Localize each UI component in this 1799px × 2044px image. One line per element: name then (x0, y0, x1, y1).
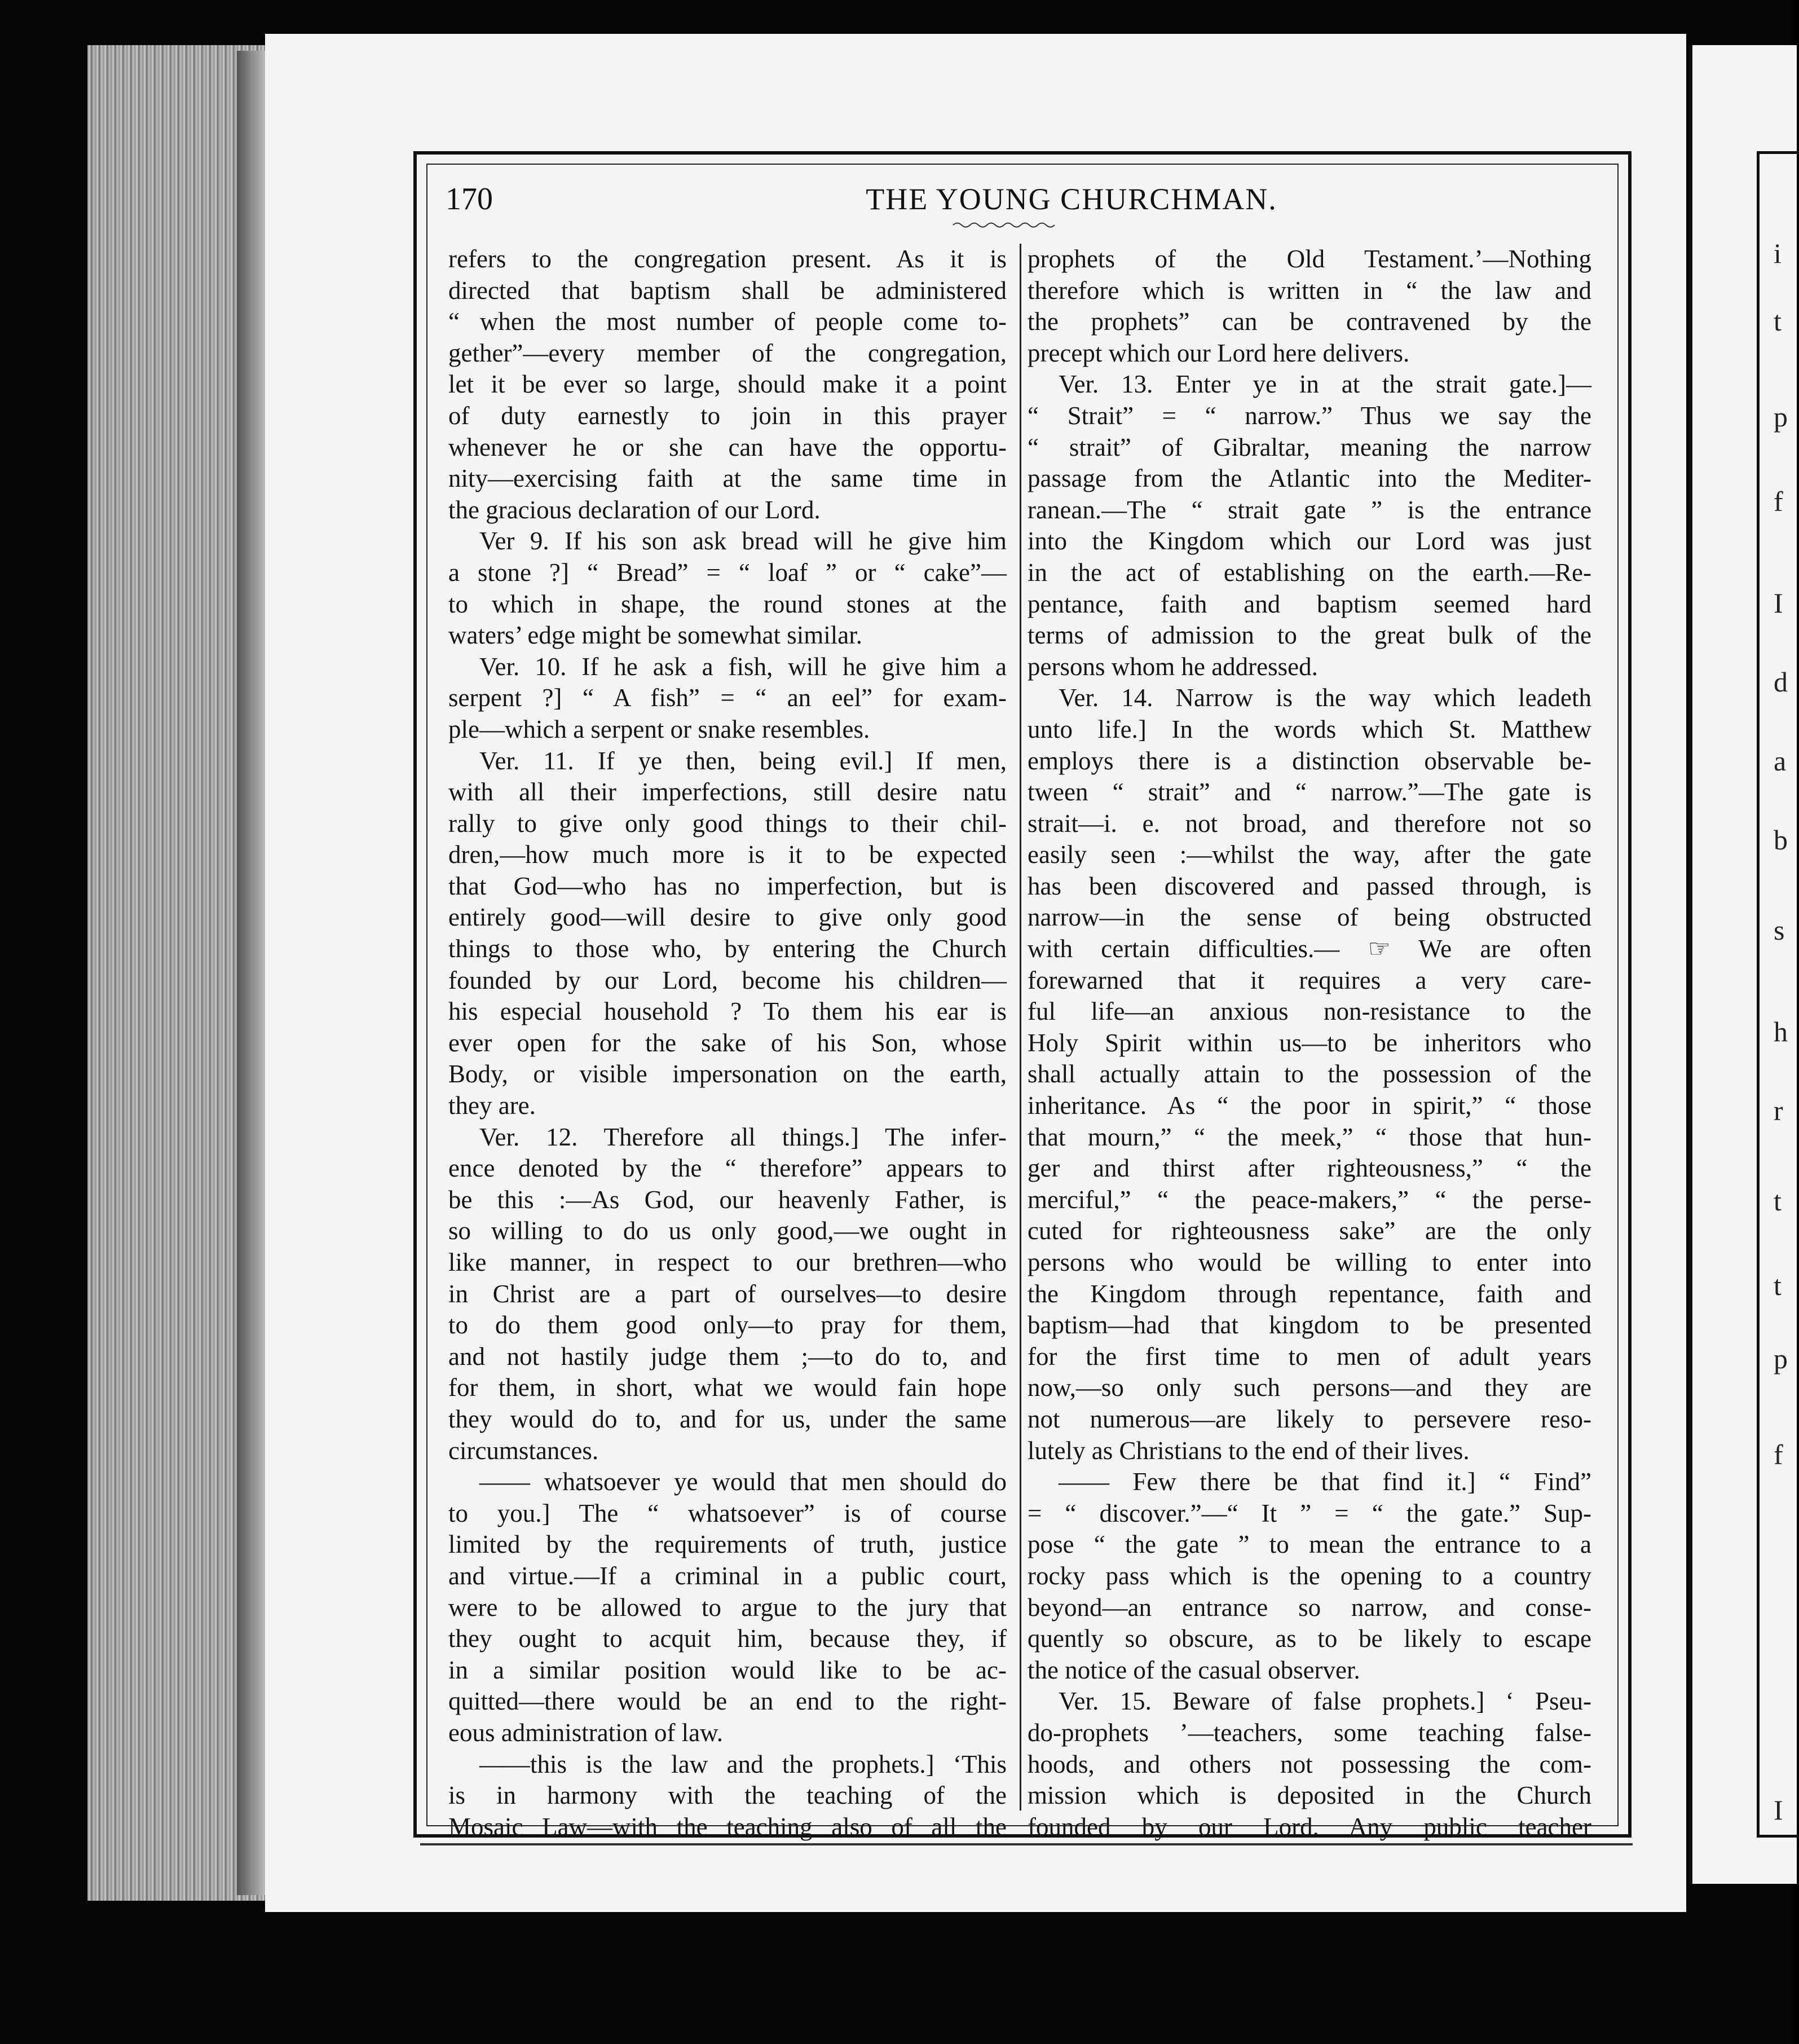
text-line: “ when the most number of people come to- (448, 307, 1007, 336)
text-line: waters’ edge might be somewhat similar. (448, 621, 862, 650)
text-line: rocky pass which is the opening to a country (1028, 1561, 1591, 1590)
text-line: of duty earnestly to join in this prayer (448, 401, 1007, 430)
text-line: beyond—an entrance so narrow, and conse- (1028, 1593, 1591, 1622)
text-line: for them, in short, what we would fain hope (448, 1373, 1007, 1402)
adjacent-page-letter: f (1774, 1439, 1783, 1470)
text-line: Ver. 14. Narrow is the way which leadeth (1059, 684, 1591, 712)
adjacent-page-letter: t (1774, 305, 1782, 337)
text-line: ever open for the sake of his Son, whose (448, 1028, 1007, 1057)
text-line: to you.] The “ whatsoever” is of course (448, 1499, 1007, 1527)
text-line: like manner, in respect to our brethren—who (448, 1248, 1007, 1276)
adjacent-page-letter: a (1774, 745, 1787, 777)
running-title: THE YOUNG CHURCHMAN. (866, 182, 1277, 216)
text-line: easily seen :—whilst the way, after the gate (1028, 840, 1591, 869)
text-line: that mourn,” “ the meek,” “ those that hun- (1028, 1122, 1591, 1151)
text-line: they ought to acquit him, because they, if (448, 1624, 1007, 1653)
column-divider (1020, 244, 1021, 1810)
text-line: not numerous—are likely to persevere reso- (1028, 1404, 1591, 1433)
text-line: merciful,” “ the peace-makers,” “ the perse- (1028, 1185, 1591, 1214)
text-line: circumstances. (448, 1436, 599, 1465)
text-line: employs there is a distinction observable be- (1028, 746, 1591, 775)
text-line: limited by the requirements of truth, justice (448, 1530, 1007, 1559)
text-line: tween “ strait” and “ narrow.”—The gate is (1028, 778, 1591, 807)
page-number: 170 (446, 182, 493, 217)
text-line: precept which our Lord here delivers. (1028, 338, 1410, 367)
text-line: pose “ the gate ” to mean the entrance to a (1028, 1530, 1591, 1559)
adjacent-page-letter: h (1774, 1016, 1788, 1047)
text-line: inheritance. As “ the poor in spirit,” “ those (1028, 1091, 1591, 1120)
text-line: gether”—every member of the congregation, (448, 338, 1007, 367)
page-bottom-rule (420, 1843, 1633, 1845)
adjacent-page-letter: t (1774, 1270, 1782, 1301)
text-line: nity—exercising faith at the same time in (448, 464, 1007, 493)
header-ornament-icon (953, 221, 1055, 229)
adjacent-page-letter: I (1774, 587, 1783, 619)
text-line: persons who would be willing to enter into (1028, 1248, 1591, 1276)
text-line: dren,—how much more is it to be expected (448, 840, 1007, 869)
text-line: entirely good—will desire to give only good (448, 903, 1007, 932)
text-line: Ver. 13. Enter ye in at the strait gate.]— (1059, 370, 1591, 399)
text-line: terms of admission to the great bulk of the (1028, 621, 1591, 650)
text-line: ence denoted by the “ therefore” appears to (448, 1154, 1007, 1183)
text-line: Body, or visible impersonation on the earth, (448, 1060, 1007, 1089)
right-column-text (1028, 244, 1591, 1841)
text-line: they are. (448, 1091, 536, 1120)
text-line: ful life—an anxious non-resistance to the (1028, 997, 1591, 1026)
text-line: things to those who, by entering the Church (448, 935, 1007, 963)
text-line: “ strait” of Gibraltar, meaning the narrow (1028, 433, 1591, 461)
text-line: in the act of establishing on the earth.—Re- (1028, 558, 1591, 587)
adjacent-page-letter: r (1774, 1095, 1783, 1126)
text-line: his especial household ? To them his ear is (448, 997, 1007, 1026)
text-line: shall actually attain to the possession of the (1028, 1060, 1591, 1089)
text-line: Ver. 10. If he ask a fish, will he give him a (479, 652, 1007, 681)
text-line: and virtue.—If a criminal in a public court, (448, 1561, 1007, 1590)
text-line: rally to give only good things to their chil- (448, 809, 1007, 838)
text-line: baptism—had that kingdom to be presented (1028, 1311, 1591, 1340)
text-line: let it be ever so large, should make it a point (448, 370, 1007, 399)
text-line: lutely as Christians to the end of their lives. (1028, 1436, 1470, 1465)
text-line: serpent ?] “ A fish” = “ an eel” for exam- (448, 684, 1007, 712)
text-line: cuted for righteousness sake” are the only (1028, 1217, 1591, 1245)
text-line: strait—i. e. not broad, and therefore not so (1028, 809, 1591, 838)
text-line: Ver. 15. Beware of false prophets.] ‘ Pseu- (1059, 1687, 1591, 1716)
text-line: therefore which is written in “ the law and (1028, 276, 1591, 305)
text-line: narrow—in the sense of being obstructed (1028, 903, 1591, 932)
text-line: so willing to do us only good,—we ought in (448, 1217, 1007, 1245)
text-line: pentance, faith and baptism seemed hard (1028, 589, 1591, 618)
text-line: now,—so only such persons—and they are (1028, 1373, 1591, 1402)
text-line: eous administration of law. (448, 1718, 723, 1747)
text-line: Ver. 12. Therefore all things.] The infer- (479, 1122, 1007, 1151)
text-line: do-prophets ’—teachers, some teaching false- (1028, 1718, 1591, 1747)
text-line: in a similar position would like to be ac- (448, 1655, 1007, 1684)
text-line: a stone ?] “ Bread” = “ loaf ” or “ cake”— (448, 558, 1007, 587)
text-line: in Christ are a part of ourselves—to desire (448, 1279, 1007, 1308)
text-line: whenever he or she can have the opportu- (448, 433, 1007, 461)
text-line: that God—who has no imperfection, but is (448, 871, 1007, 900)
adjacent-page-letter: i (1774, 237, 1782, 269)
text-line: quently so obscure, as to be likely to escape (1028, 1624, 1591, 1653)
text-line: ger and thirst after righteousness,” “ the (1028, 1154, 1591, 1183)
adjacent-page-letter: f (1774, 486, 1783, 517)
adjacent-page-letter: p (1774, 401, 1788, 433)
text-line: forewarned that it requires a very care- (1028, 966, 1591, 994)
text-line: persons whom he addressed. (1028, 652, 1318, 681)
adjacent-page-letter: s (1774, 914, 1785, 946)
text-line: the notice of the casual observer. (1028, 1655, 1360, 1684)
text-line: hoods, and others not possessing the com- (1028, 1750, 1591, 1778)
text-line: refers to the congregation present. As it is (448, 245, 1007, 273)
adjacent-page-letter: d (1774, 666, 1788, 698)
adjacent-page-text-fragments (1774, 237, 1793, 1826)
text-line: with certain difficulties.— ☞ We are often (1028, 935, 1591, 963)
text-line: were to be allowed to argue to the jury that (448, 1593, 1007, 1622)
text-line: —— whatsoever ye would that men should do (479, 1468, 1007, 1496)
text-line: quitted—there would be an end to the right- (448, 1687, 1007, 1716)
text-line: mission which is deposited in the Church (1028, 1781, 1591, 1810)
text-line: Mosaic Law—with the teaching also of all the (448, 1812, 1007, 1841)
text-line: and not hastily judge them ;—to do to, and (448, 1342, 1007, 1371)
text-line: ple—which a serpent or snake resembles. (448, 715, 870, 743)
text-line: they would do to, and for us, under the same (448, 1404, 1007, 1433)
text-line: the gracious declaration of our Lord. (448, 495, 821, 524)
text-line: Holy Spirit within us—to be inheritors who (1028, 1028, 1591, 1057)
text-line: passage from the Atlantic into the Mediter- (1028, 464, 1591, 493)
text-line: to do them good only—to pray for them, (448, 1311, 1007, 1340)
text-line: directed that baptism shall be administered (448, 276, 1007, 305)
adjacent-page-letter: p (1774, 1343, 1788, 1375)
text-line: to which in shape, the round stones at the (448, 589, 1007, 618)
adjacent-page-letter: t (1774, 1185, 1782, 1217)
text-line: ——this is the law and the prophets.] ‘This (479, 1750, 1007, 1778)
text-line: be this :—As God, our heavenly Father, is (448, 1185, 1007, 1214)
text-line: the prophets” can be contravened by the (1028, 307, 1591, 336)
text-line: is in harmony with the teaching of the (448, 1781, 1007, 1810)
text-line: Ver 9. If his son ask bread will he give him (479, 527, 1007, 556)
adjacent-page-letter: I (1774, 1794, 1783, 1826)
text-line: has been discovered and passed through, is (1028, 871, 1591, 900)
text-line: founded by our Lord. Any public teacher (1028, 1812, 1591, 1841)
text-line: ranean.—The “ strait gate ” is the entrance (1028, 495, 1591, 524)
text-line: into the Kingdom which our Lord was just (1028, 527, 1591, 556)
text-line: with all their imperfections, still desire natu (448, 778, 1007, 807)
text-line: = “ discover.”—“ It ” = “ the gate.” Sup- (1028, 1499, 1591, 1527)
text-line: the Kingdom through repentance, faith and (1028, 1279, 1591, 1308)
text-line: —— Few there be that find it.] “ Find” (1059, 1468, 1591, 1496)
left-column-text (448, 244, 1007, 1841)
text-line: founded by our Lord, become his children— (448, 966, 1007, 994)
adjacent-page-letter: b (1774, 824, 1788, 856)
text-line: Ver. 11. If ye then, being evil.] If men, (479, 746, 1007, 775)
text-line: unto life.] In the words which St. Matthew (1028, 715, 1591, 743)
text-line: “ Strait” = “ narrow.” Thus we say the (1028, 401, 1591, 430)
text-line: prophets of the Old Testament.’—Nothing (1028, 245, 1591, 273)
text-line: for the first time to men of adult years (1028, 1342, 1591, 1371)
